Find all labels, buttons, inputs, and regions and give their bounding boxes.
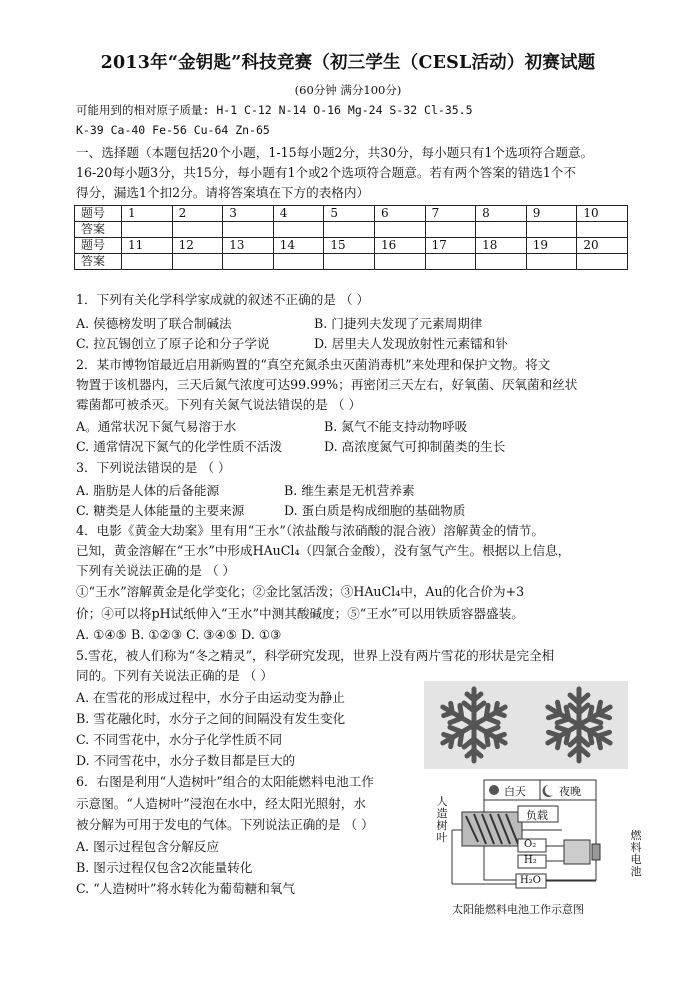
q4-stem-line4: ①“王水”溶解黄金是化学变化；②金比氢活泼；③HAuCl₄中，Au的化合价为+3 bbox=[76, 584, 525, 599]
answer-cell[interactable] bbox=[374, 222, 425, 238]
q4-stem-line1: 4．电影《黄金大劫案》里有用“王水”（浓盐酸与浓硝酸的混合液）溶解黄金的情节。 bbox=[76, 523, 544, 538]
question-number-cell: 15 bbox=[324, 238, 375, 254]
answer-cell[interactable] bbox=[577, 254, 628, 270]
q6-option-a: A. 图示过程包含分解反应 bbox=[76, 839, 220, 854]
exam-subtitle: (60分钟 满分100分) bbox=[294, 83, 402, 97]
artificial-leaf-icon bbox=[462, 812, 522, 846]
q2-option-c: C. 通常情况下氮气的化学性质不活泼 bbox=[76, 439, 283, 454]
answer-cell[interactable] bbox=[223, 254, 274, 270]
q1-option-a: A. 侯德榜发明了联合制碱法 bbox=[76, 316, 232, 331]
answer-cell[interactable] bbox=[577, 222, 628, 238]
question-number-cell: 5 bbox=[324, 206, 375, 222]
table-row bbox=[75, 206, 628, 222]
answer-cell[interactable] bbox=[172, 222, 223, 238]
q4-stem-line2: 已知，黄金溶解在“王水”中形成HAuCl₄（四氯合金酸），没有氢气产生。根据以上信息， bbox=[76, 543, 571, 558]
question-number-cell: 9 bbox=[526, 206, 577, 222]
answer-cell[interactable] bbox=[374, 254, 425, 270]
q4-stem-line5: 价；④可以将pH试纸伸入“王水”中测其酸碱度；⑤“王水”可以用铁质容器盛装。 bbox=[76, 606, 524, 621]
section1-instructions-line1: 一、选择题（本题包括20个小题，1-15每小题2分，共30分，每小题只有1个选项符合题意。 bbox=[76, 145, 594, 160]
q3-option-a: A. 脂肪是人体的后备能源 bbox=[76, 483, 220, 498]
answer-cell[interactable] bbox=[526, 254, 577, 270]
question-number-cell: 3 bbox=[223, 206, 274, 222]
table-row bbox=[75, 222, 628, 238]
q3-option-d: D. 蛋白质是构成细胞的基础物质 bbox=[284, 503, 466, 518]
question-number-cell: 13 bbox=[223, 238, 274, 254]
section1-instructions-line3: 得分，漏选1个扣2分。请将答案填在下方的表格内） bbox=[76, 185, 370, 200]
question-number-cell: 2 bbox=[172, 206, 223, 222]
answer-cell[interactable] bbox=[273, 222, 324, 238]
question-number-cell: 12 bbox=[172, 238, 223, 254]
hydrogen-label: H₂ bbox=[524, 855, 537, 866]
answer-cell[interactable] bbox=[526, 222, 577, 238]
row-label-number: 题号 bbox=[75, 206, 122, 222]
question-number-cell: 14 bbox=[273, 238, 324, 254]
water-label: H₂O bbox=[520, 875, 541, 886]
q4-options: A. ①④⑤ B. ①②③ C. ③④⑤ D. ①③ bbox=[76, 627, 282, 642]
section1-instructions-line2: 16-20每小题3分，共15分，每小题有1个或2个选项符合题意。若有两个答案的错选1个不 bbox=[76, 165, 576, 180]
q5-option-a: A. 在雪花的形成过程中，水分子由运动变为静止 bbox=[76, 690, 345, 705]
q4-stem-line3: 下列有关说法正确的是 （ ） bbox=[76, 563, 236, 578]
answer-cell[interactable] bbox=[324, 254, 375, 270]
diagram-caption: 太阳能燃料电池工作示意图 bbox=[452, 903, 584, 916]
question-number-cell: 6 bbox=[374, 206, 425, 222]
q5-option-b: B. 雪花融化时，水分子之间的间隔没有发生变化 bbox=[76, 711, 346, 726]
fuel-cell-diagram bbox=[432, 776, 622, 896]
day-label: 白天 bbox=[504, 785, 526, 798]
question-number-cell: 1 bbox=[122, 206, 173, 222]
question-number-cell: 4 bbox=[273, 206, 324, 222]
q5-option-c: C. 不同雪花中，水分子化学性质不同 bbox=[76, 732, 283, 747]
q2-stem-line1: 2．某市博物馆最近启用新购置的“真空充氮杀虫灭菌消毒机”来处理和保护文物。将文 bbox=[76, 357, 551, 372]
question-number-cell: 16 bbox=[374, 238, 425, 254]
q2-stem-line2: 物置于该机器内，三天后氮气浓度可达99.99%；再密闭三天左右，好氧菌、厌氧菌和丝状 bbox=[76, 377, 578, 392]
q5-option-d: D. 不同雪花中，水分子数目都是巨大的 bbox=[76, 753, 296, 768]
answer-cell[interactable] bbox=[122, 254, 173, 270]
load-label: 负载 bbox=[526, 809, 548, 822]
fuel-cell-icon bbox=[564, 840, 590, 864]
snowflake-photo bbox=[424, 681, 628, 769]
q2-option-d: D. 高浓度氮气可抑制菌类的生长 bbox=[324, 439, 506, 454]
table-row bbox=[75, 238, 628, 254]
atomic-masses-line2: K-39 Ca-40 Fe-56 Cu-64 Zn-65 bbox=[76, 123, 270, 137]
table-row bbox=[75, 254, 628, 270]
q6-stem-line3: 被分解为可用于发电的气体。下列说法正确的是 （ ） bbox=[76, 817, 374, 832]
row-label-answer: 答案 bbox=[75, 254, 122, 270]
answer-cell[interactable] bbox=[122, 222, 173, 238]
q1-stem: 1．下列有关化学科学家成就的叙述不正确的是 （ ） bbox=[76, 292, 370, 307]
q3-stem: 3．下列说法错误的是 （ ） bbox=[76, 460, 231, 475]
q1-option-c: C. 拉瓦锡创立了原子论和分子学说 bbox=[76, 336, 270, 351]
question-number-cell: 17 bbox=[425, 238, 476, 254]
answer-cell[interactable] bbox=[425, 222, 476, 238]
q2-option-a: A。通常状况下氮气易溶于水 bbox=[76, 419, 237, 434]
answer-cell[interactable] bbox=[273, 254, 324, 270]
question-number-cell: 8 bbox=[476, 206, 527, 222]
q2-stem-line3: 霉菌都可被杀灭。下列有关氮气说法错误的是 （ ） bbox=[76, 397, 362, 412]
question-number-cell: 20 bbox=[577, 238, 628, 254]
answer-cell[interactable] bbox=[425, 254, 476, 270]
q6-option-b: B. 图示过程仅包含2次能量转化 bbox=[76, 860, 253, 875]
answer-cell[interactable] bbox=[324, 222, 375, 238]
q1-option-b: B. 门捷列夫发现了元素周期律 bbox=[314, 316, 483, 331]
q5-stem-line1: 5.雪花，被人们称为“冬之精灵”，科学研究发现，世界上没有两片雪花的形状是完全相 bbox=[76, 648, 555, 663]
q3-option-c: C. 糖类是人体能量的主要来源 bbox=[76, 503, 245, 518]
q6-option-c: C. “人造树叶”将水转化为葡萄糖和氧气 bbox=[76, 881, 295, 896]
q1-option-d: D. 居里夫人发现放射性元素镭和钋 bbox=[314, 336, 508, 351]
fuel-cell-label: 燃料电池 bbox=[630, 829, 642, 878]
q3-option-b: B. 维生素是无机营养素 bbox=[284, 483, 415, 498]
question-number-cell: 7 bbox=[425, 206, 476, 222]
row-label-number: 题号 bbox=[75, 238, 122, 254]
row-label-answer: 答案 bbox=[75, 222, 122, 238]
question-number-cell: 10 bbox=[577, 206, 628, 222]
question-number-cell: 18 bbox=[476, 238, 527, 254]
q6-stem-line2: 示意图。“人造树叶”浸泡在水中，经太阳光照射，水 bbox=[76, 796, 366, 811]
oxygen-label: O₂ bbox=[524, 839, 537, 850]
answer-cell[interactable] bbox=[476, 254, 527, 270]
question-number-cell: 11 bbox=[122, 238, 173, 254]
answer-cell[interactable] bbox=[476, 222, 527, 238]
q2-option-b: B. 氮气不能支持动物呼吸 bbox=[324, 419, 468, 434]
sun-icon bbox=[489, 785, 499, 795]
artificial-leaf-label: 人造树叶 bbox=[436, 795, 448, 844]
q6-stem-line1: 6．右图是利用“人造树叶”组合的太阳能燃料电池工作 bbox=[76, 774, 374, 789]
q5-stem-line2: 同的。下列有关说法正确的是 （ ） bbox=[76, 668, 273, 683]
exam-title: 2013年“金钥匙”科技竞赛（初三学生（CESL活动）初赛试题 bbox=[100, 53, 596, 73]
answer-cell[interactable] bbox=[223, 222, 274, 238]
atomic-masses-line1: 可能用到的相对原子质量: H-1 C-12 N-14 O-16 Mg-24 S-32 Cl-35.5 bbox=[76, 103, 473, 117]
answer-cell[interactable] bbox=[172, 254, 223, 270]
question-number-cell: 19 bbox=[526, 238, 577, 254]
moon-icon bbox=[543, 785, 553, 797]
night-label: 夜晚 bbox=[559, 785, 581, 798]
answer-table bbox=[74, 205, 628, 270]
